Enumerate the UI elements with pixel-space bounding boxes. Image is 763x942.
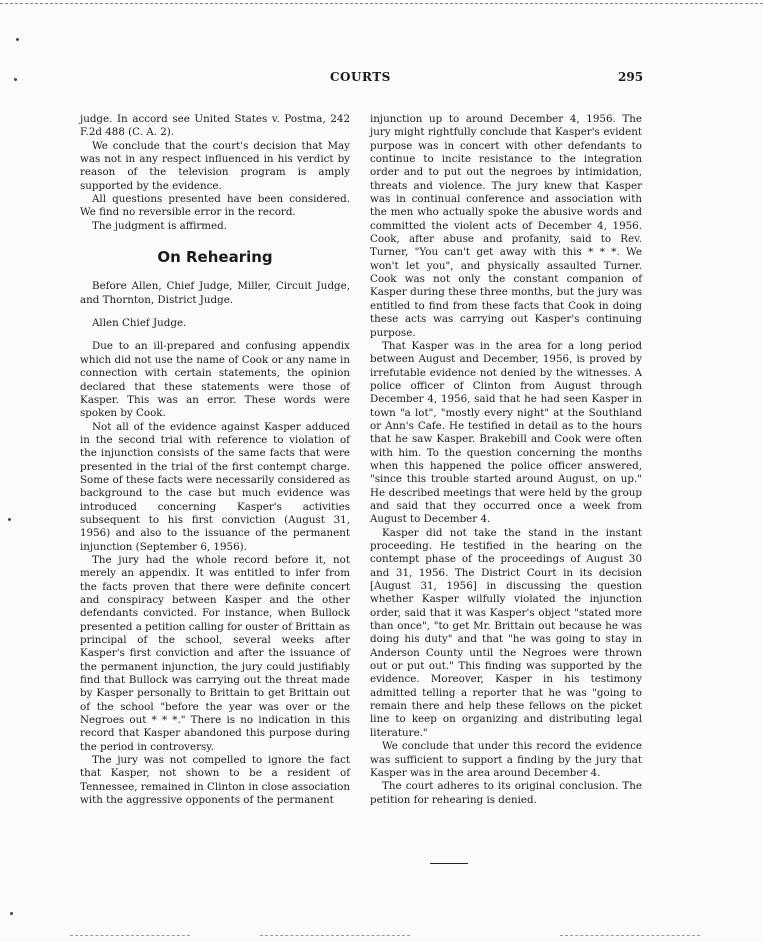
- running-title: COURTS: [330, 70, 391, 84]
- paragraph: We conclude that under this record the evidence was sufficient to support a finding by the jury that Kasper was in the area around December 4.: [370, 740, 642, 779]
- paragraph: injunction up to around December 4, 1956. The jury might rightfully conclude that Kasper's evident purpose was in concert with other defendants to continue to incite resistance to the integration order and to put out the negroes by intimidation, threats and violence. The jury knew that Kasper was in continual conference and association with the men who actually spoke the abusive words and committed the violent acts of December 4, 1956. Cook, after abuse and profanity, said to Rev. Turner, "You can't get away with this * * *. We won't let you", and physically assaulted Turner. Cook was not only the constant companion of Kasper during these three months, but the jury was entitled to find from these facts that Cook in doing these acts was carrying out Kasper's continuing purpose.: [370, 113, 642, 339]
- author-line: Allen Chief Judge.: [92, 317, 187, 330]
- paragraph: Kasper did not take the stand in the instant proceeding. He testified in the hearing on the contempt phase of the proceedings of August 30 and 31, 1956. The District Court in its decision [August 31, 1956] in discussing the question whether Kasper wilfully violated the injunction order, said that it was Kasper's object "stated more than once", "to get Mr. Brittain out because he was doing his duty" and that "he was going to stay in Anderson County until the Negroes were thrown out or put out." This finding was supported by the evidence. Moreover, Kasper in his testimony admitted telling a reporter that he was "going to remain there and help these fellows on the picket line to keep on organizing and distributing legal literature.": [370, 526, 642, 739]
- scan-speck: [8, 518, 11, 521]
- paragraph: The court adheres to its original conclusion. The petition for rehearing is denied.: [370, 780, 642, 806]
- paragraph: That Kasper was in the area for a long period between August and December, 1956, is proved by irrefutable evidence not denied by the witnesses. A police officer of Clinton from August through December 4, 1956, said that he had seen Kasper in town "a lot", "mostly every night" at the Southland or Ann's Cafe. He testified in detail as to the hours that he saw Kasper. Brakebill and Cook were often with him. To the question concerning the months when this happened the police officer answered, "since this trouble started around August, on up." He described meetings that were held by the group and said that they occurred once a week from August to December 4.: [370, 339, 642, 526]
- end-rule: [430, 863, 468, 864]
- left-column: [80, 113, 350, 808]
- right-column: [370, 113, 642, 807]
- scan-speck: [14, 78, 17, 81]
- paragraph: Due to an ill-prepared and confusing appendix which did not use the name of Cook or any name in connection with certain statements, the opinion declared that these statements were those of Kasper. This was an error. These words were spoken by Cook.: [80, 340, 350, 420]
- page-header: [0, 70, 763, 90]
- paragraph: We conclude that the court's decision that May was not in any respect influenced in his verdict by reason of the television program is amply supported by the evidence.: [80, 139, 350, 192]
- scan-speck: [10, 912, 13, 915]
- paragraph: The judgment is affirmed.: [92, 219, 228, 232]
- scan-bottom-edge: [260, 935, 410, 936]
- page-number: 295: [618, 70, 644, 84]
- scan-bottom-edge: [70, 935, 190, 936]
- scan-top-edge: [0, 3, 763, 4]
- paragraph: The jury was not compelled to ignore the fact that Kasper, not shown to be a resident of Tennessee, remained in Clinton in close association with the aggressive opponents of the permanent: [80, 754, 350, 807]
- paragraph: Not all of the evidence against Kasper adduced in the second trial with reference to violation of the injunction consists of the same facts that were presented in the trial of the first contempt charge. Some of these facts were necessarily considered as background to the case but much evidence was introduced concerning Kasper's activities subsequent to his first conviction (August 31, 1956) and also to the issuance of the permanent injunction (September 6, 1956).: [80, 420, 350, 553]
- paragraph: The jury had the whole record before it, not merely an appendix. It was entitled to infer from the facts proven that there were definite concert and conspiracy between Kasper and the other defendants convicted. For instance, when Bullock presented a petition calling for ouster of Brittain as principal of the school, several weeks after Kasper's first conviction and after the issuance of the permanent injunction, the jury could justifiably find that Bullock was carrying out the threat made by Kasper personally to Brittain to get Brittain out of the school "before the year was over or the Negroes out * * *." There is no indication in this record that Kasper abandoned this purpose during the period in controversy.: [80, 553, 350, 753]
- paragraph: All questions presented have been considered. We find no reversible error in the record.: [80, 193, 350, 219]
- section-heading: On Rehearing: [157, 248, 273, 267]
- paragraph: judge. In accord see United States v. Postma, 242 F.2d 488 (C. A. 2).: [80, 113, 350, 139]
- bench-line: Before Allen, Chief Judge, Miller, Circuit Judge, and Thornton, District Judge.: [80, 280, 350, 306]
- scan-speck: [16, 38, 19, 41]
- scan-bottom-edge: [560, 935, 700, 936]
